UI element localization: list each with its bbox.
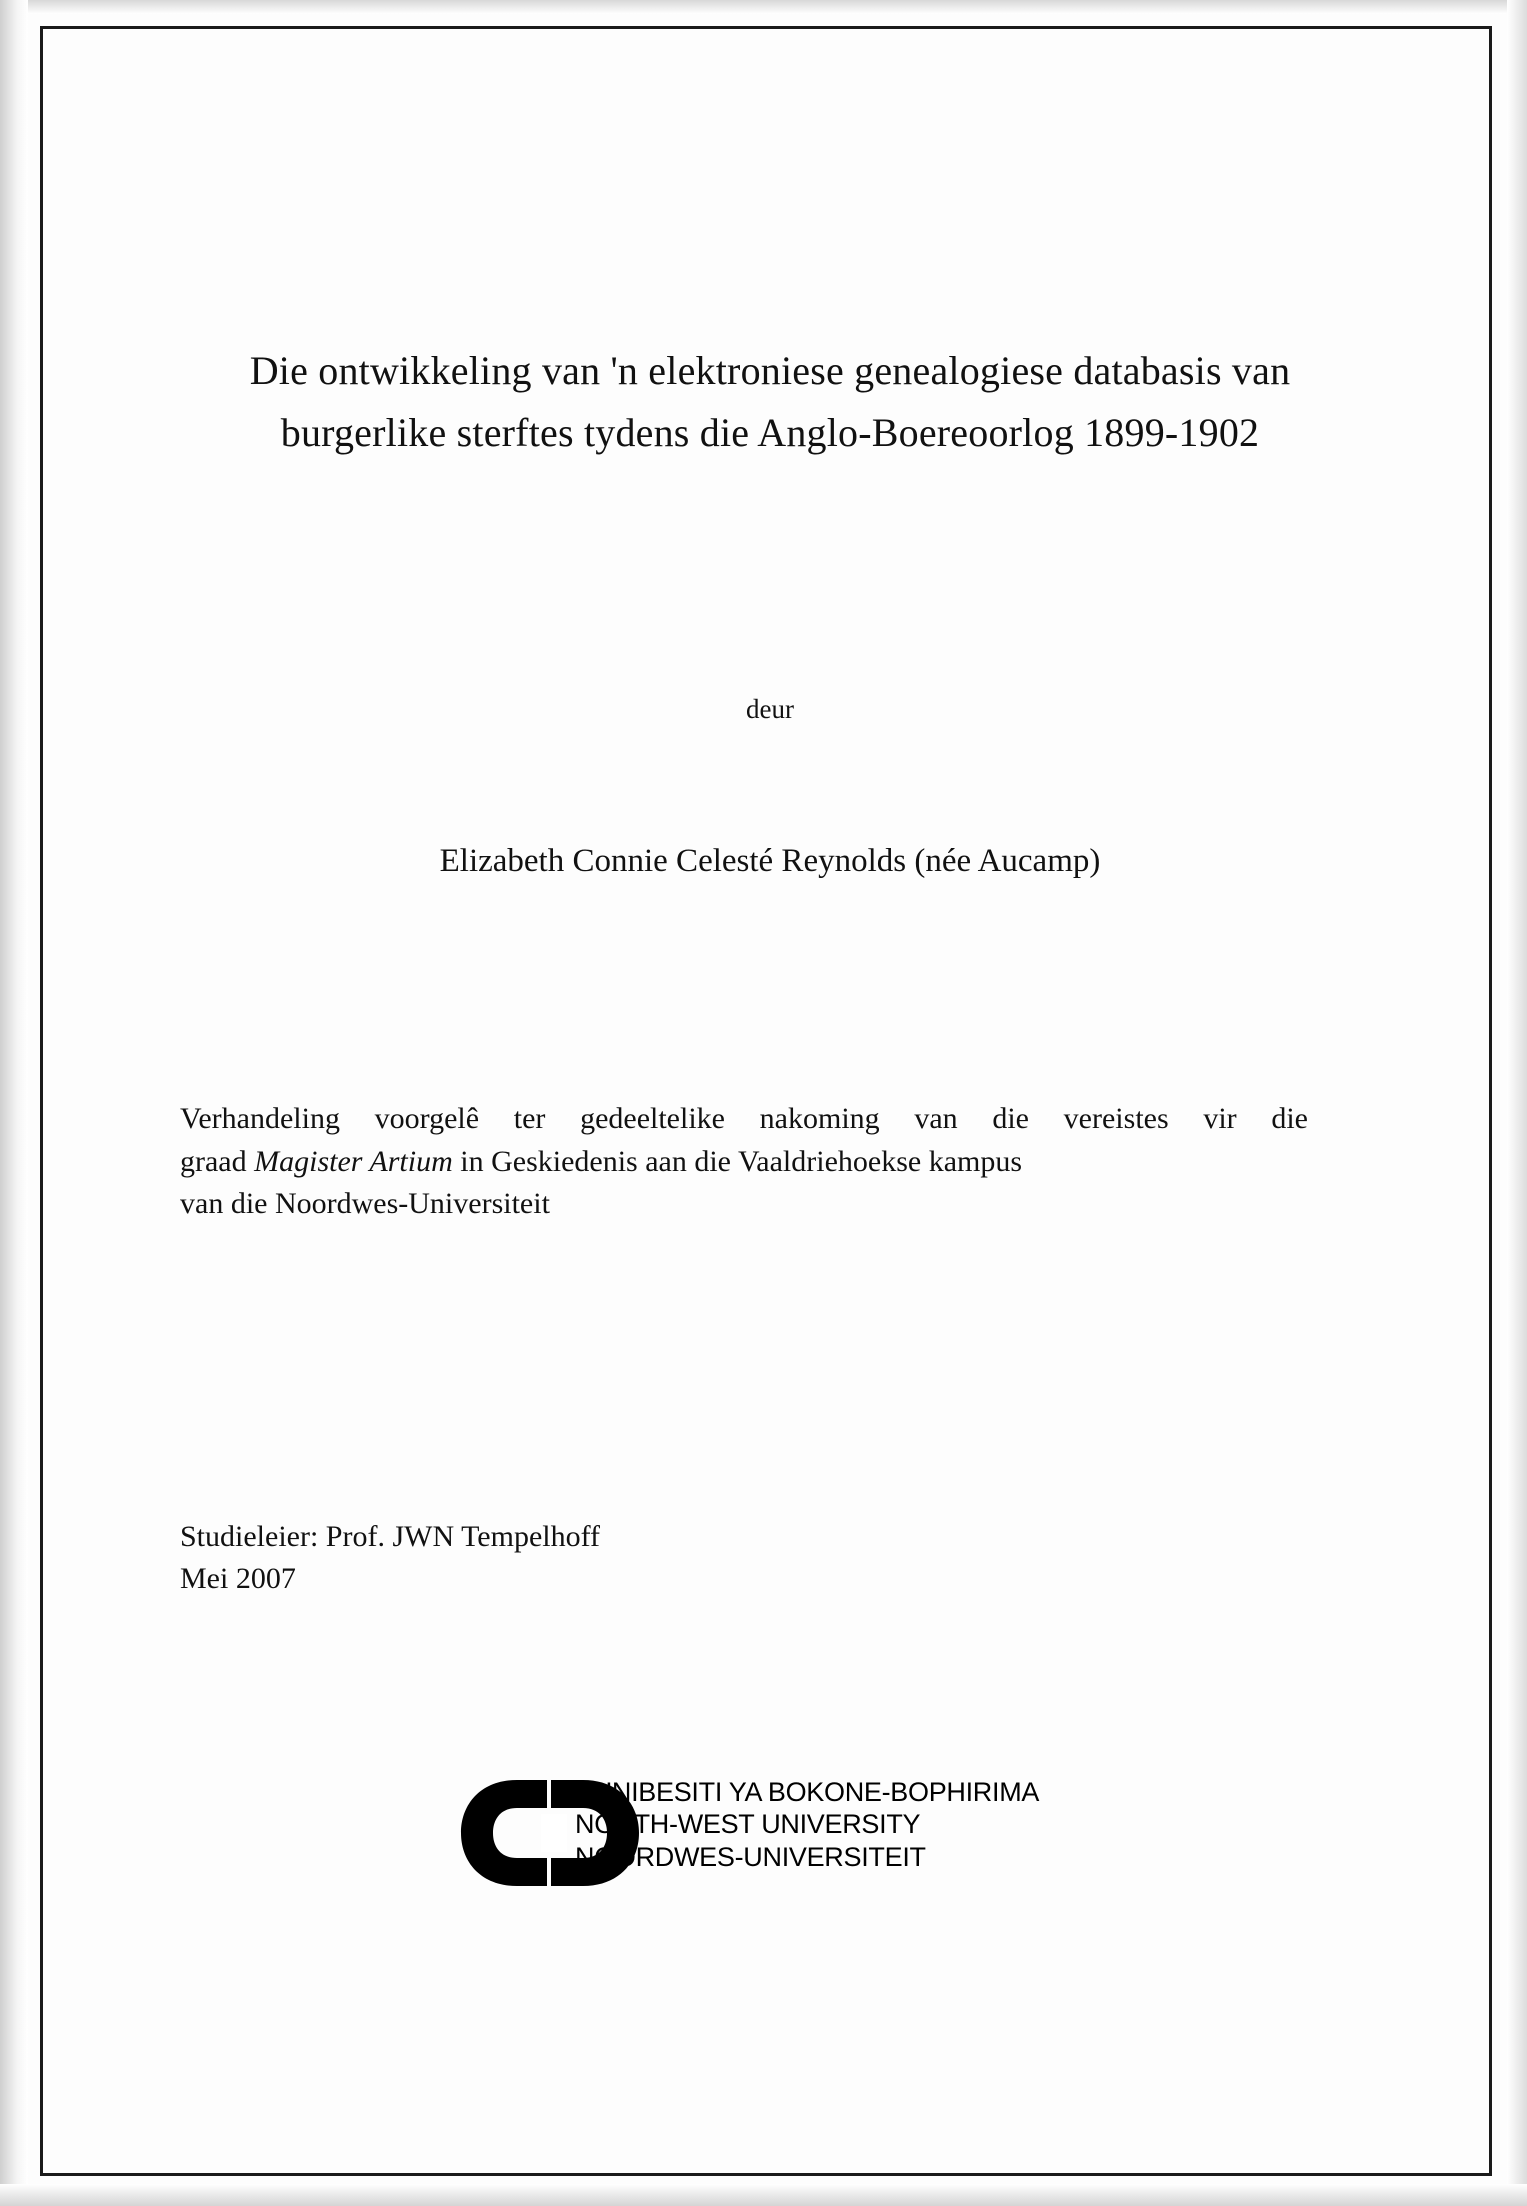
- scan-edge-top: [0, 0, 1527, 14]
- scan-edge-left: [0, 0, 28, 2206]
- university-logo: [455, 1768, 1095, 1908]
- supervisor-block: [180, 1516, 1360, 1600]
- degree-statement-line-3: van die Noordwes-Universiteit: [180, 1187, 550, 1221]
- degree-statement-line-2-suffix: in Geskiedenis aan die Vaaldriehoekse kampus: [452, 1144, 1023, 1178]
- scan-edge-bottom: [0, 2184, 1527, 2206]
- submission-date: Mei 2007: [180, 1561, 296, 1595]
- degree-statement-line-1: Verhandeling voorgelê ter gedeeltelike nakoming van die vereistes vir die: [180, 1102, 1308, 1135]
- title-line-2: burgerlike sterftes tydens die Anglo-Boereoorlog 1899-1902: [280, 410, 1260, 455]
- supervisor-name: Studieleier: Prof. JWN Tempelhoff: [180, 1519, 601, 1553]
- logo-text-line-3: NOORDWES-UNIVERSITEIT: [575, 1841, 926, 1872]
- page-title: [180, 340, 1360, 464]
- title-page-content: [180, 340, 1360, 1600]
- author-name: Elizabeth Connie Celesté Reynolds (née Aucamp): [439, 843, 1101, 879]
- degree-statement: [180, 1098, 1308, 1226]
- scan-edge-right: [1507, 0, 1527, 2206]
- degree-statement-line-2-prefix: graad: [180, 1144, 255, 1178]
- title-line-1: Die ontwikkeling van 'n elektroniese genealogiese databasis van: [249, 348, 1291, 393]
- degree-name-italic: Magister Artium: [254, 1144, 453, 1178]
- logo-text-line-2: NORTH-WEST UNIVERSITY: [575, 1809, 921, 1840]
- degree-statement-line-2: [180, 1141, 1308, 1184]
- logo-text-line-1: YUNIBESITI YA BOKONE-BOPHIRIMA: [575, 1777, 1040, 1807]
- nwu-logo-text: [575, 1776, 1039, 1873]
- by-label: deur: [746, 694, 794, 724]
